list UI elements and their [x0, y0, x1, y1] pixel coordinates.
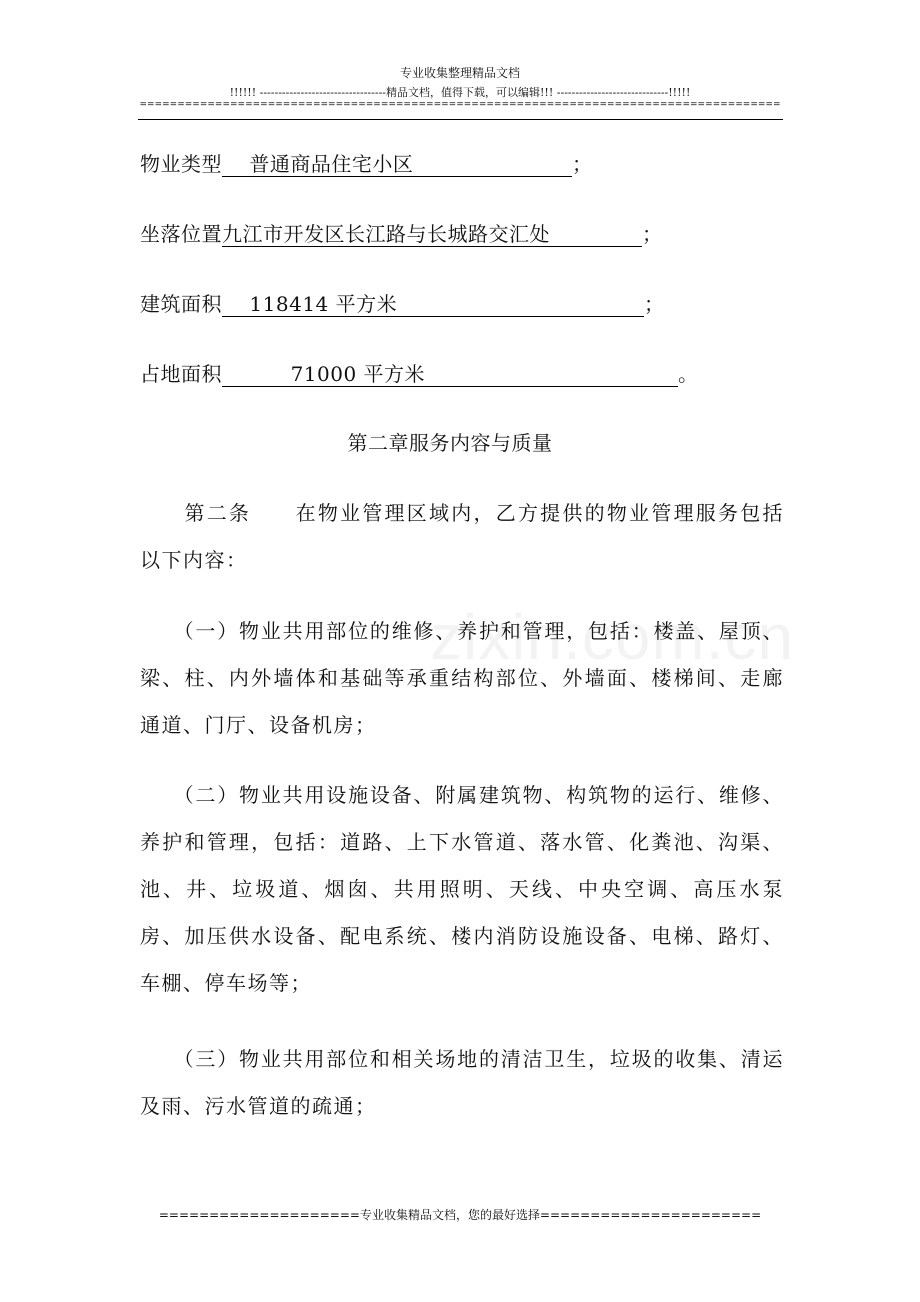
- field-value: 118414 平方米: [222, 292, 644, 317]
- item-paragraph-2: [140, 772, 784, 1007]
- field-end: 。: [678, 362, 699, 386]
- item-paragraph-1: [140, 608, 784, 749]
- field-value: 九江市开发区长江路与长城路交汇处: [222, 222, 642, 247]
- field-value: 普通商品住宅小区: [222, 152, 572, 177]
- paragraph-text: （二）物业共用设施设备、附属建筑物、构筑物的运行、维修、养护和管理，包括：道路、上下水管道、落水管、化粪池、沟渠、池、井、垃圾道、烟囱、共用照明、天线、中央空调、高压水泵房、加压供水设备、配电系统、楼内消防设施设备、电梯、路灯、车棚、停车场等；: [140, 783, 784, 995]
- field-label: 坐落位置: [140, 222, 222, 246]
- field-building-area: [140, 292, 665, 317]
- field-land-area: [140, 362, 699, 387]
- footer-text: ====================专业收集精品文档，您的最好选择======================: [158, 1208, 762, 1222]
- paragraph-text: 第二条 在物业管理区域内，乙方提供的物业管理服务包括以下内容：: [140, 501, 784, 572]
- field-label: 占地面积: [140, 362, 222, 386]
- field-end: ；: [572, 152, 593, 176]
- field-end: ；: [644, 292, 665, 316]
- chapter-title: 第二章服务内容与质量: [347, 431, 553, 455]
- header-rule: [138, 119, 783, 120]
- header-title: 专业收集整理精品文档: [399, 66, 520, 80]
- field-value: 71000 平方米: [222, 362, 678, 387]
- field-label: 建筑面积: [140, 292, 222, 316]
- paragraph-text: （三）物业共用部位和相关场地的清洁卫生，垃圾的收集、清运及雨、污水管道的疏通；: [140, 1047, 784, 1118]
- item-paragraph-3: [140, 1036, 784, 1130]
- header-banner: !!!!!! ----------------------------------精品文档，值得下载，可以编辑!!! ------------------------------!!!!!: [229, 86, 691, 99]
- paragraph-text: （一）物业共用部位的维修、养护和管理，包括：楼盖、屋顶、梁、柱、内外墙体和基础等承重结构部位、外墙面、楼梯间、走廊通道、门厅、设备机房；: [140, 619, 784, 737]
- article-paragraph: [140, 490, 784, 584]
- field-property-type: [140, 152, 593, 177]
- header-equals-line: =====================================================================================: [139, 100, 781, 110]
- field-label: 物业类型: [140, 152, 222, 176]
- field-location: [140, 222, 663, 247]
- field-end: ；: [642, 222, 663, 246]
